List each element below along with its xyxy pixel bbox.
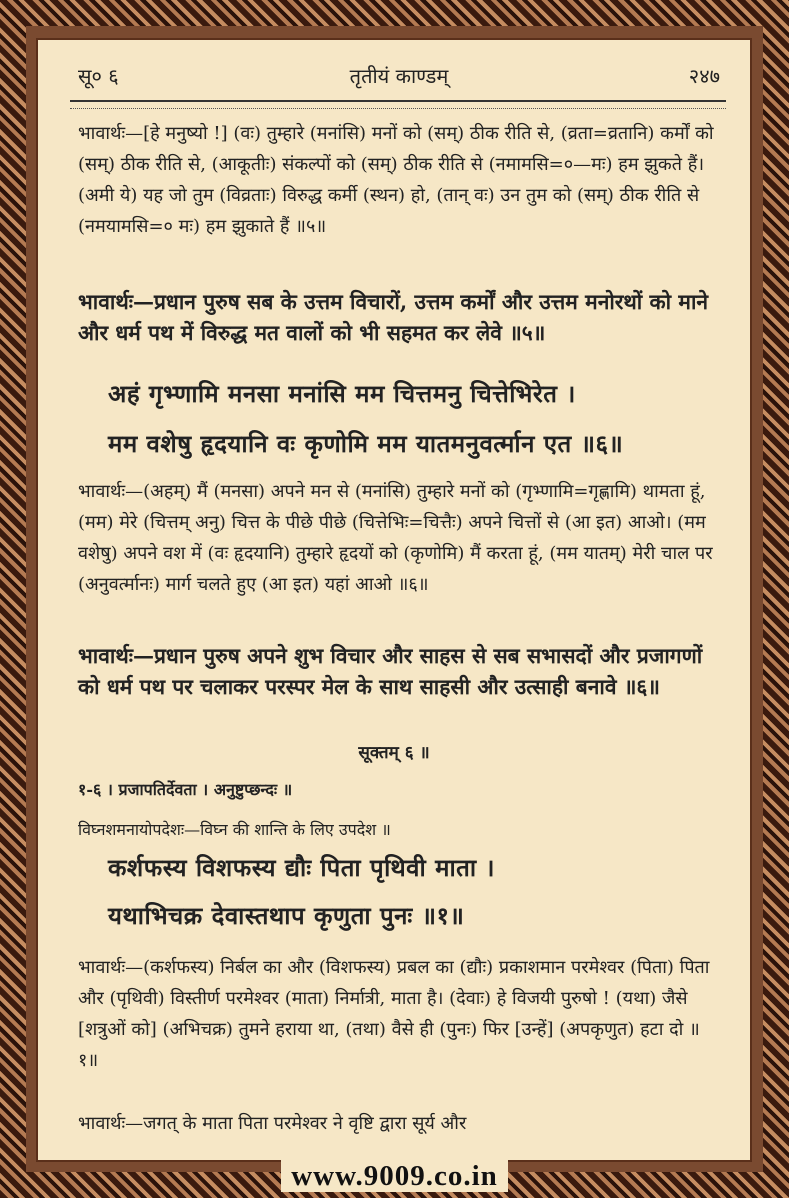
website-url[interactable]: www.9009.co.in — [281, 1160, 508, 1192]
upadesha-line: विघ्नशमनायोपदेशः—विघ्न की शान्ति के लिए उपदेश ॥ — [78, 820, 391, 839]
devata-chhanda: १-६ । प्रजापतिर्देवता । अनुष्टुप्छन्दः ॥ — [78, 780, 293, 799]
bhashartha-5-text: भावार्थः—[हे मनुष्यो !] (वः) तुम्हारे (मनांसि) मनों को (सम्) ठीक रीति से, (व्रता=व्रतानि) कर्मों को (सम्) ठीक रीति से, (आकूतीः) संकल्पों को (सम्) ठीक रीति से (नमामसि=०—मः) हम झुकते हैं। (अमी ये) यह जो तुम (विव्रताः) विरुद्ध कर्मी (स्थन) हो, (तान् वः) उन तुम को (सम्) ठीक रीति से (नमयामसि=० मः) हम झुकाते हैं ॥५॥ — [78, 123, 714, 237]
mantra-1-line-1: कर्शफस्य विशफस्य द्यौः पिता पृथिवी माता । — [108, 853, 496, 882]
bhashartha-6 — [78, 476, 714, 600]
running-head — [78, 62, 720, 92]
bhavartha-1-text: भावार्थः—जगत् के माता पिता परमेश्वर ने वृष्टि द्वारा सूर्य और — [78, 1113, 467, 1134]
page-number: २४७ — [688, 64, 720, 88]
mantra-6-line-2: मम वशेषु हृदयानि वः कृणोमि मम यातमनुवर्त्मान एत ॥६॥ — [108, 429, 624, 458]
header-rule — [70, 100, 726, 109]
bhavartha-1 — [78, 1108, 714, 1139]
mantra-6-line-1: अहं गृभ्णामि मनसा मनांसि मम चित्तमनु चित्तेभिरेत । — [108, 379, 576, 408]
bhashartha-1 — [78, 952, 714, 1076]
bhavartha-6-text: भावार्थः—प्रधान पुरुष अपने शुभ विचार और साहस से सब सभासदों और प्रजागणों को धर्म पथ पर चलाकर परस्पर मेल के साथ साहसी और उत्साही बनावे ॥६॥ — [78, 643, 703, 699]
bhavartha-6 — [78, 640, 718, 702]
site-footer — [0, 1160, 789, 1198]
bhavartha-5 — [78, 286, 718, 348]
bhashartha-1-text: भावार्थः—(कर्शफस्य) निर्बल का और (विशफस्य) प्रबल का (द्यौः) प्रकाशमान परमेश्वर (पिता) पिता और (पृथिवी) विस्तीर्ण परमेश्वर (माता) निर्मात्री, माता है। (देवाः) हे विजयी पुरुषो ! (यथा) जैसे [शत्रुओं को] (अभिचक्र) तुमने हराया था, (तथा) वैसे ही (पुनः) फिर [उन्हें] (अपकृणुत) हटा दो ॥१॥ — [78, 957, 710, 1071]
bhashartha-5 — [78, 118, 714, 242]
kanda-title: तृतीयं काण्डम् — [349, 64, 449, 88]
bhashartha-6-text: भावार्थः—(अहम्) मैं (मनसा) अपने मन से (मनांसि) तुम्हारे मनों को (गृभ्णामि=गृह्णामि) थामता हूं, (मम) मेरे (चित्तम् अनु) चित्त के पीछे पीछे (चित्तेभिः=चित्तैः) अपने चित्तों से (आ इत) आओ। (मम वशेषु) अपने वश में (वः हृदयानि) तुम्हारे हृदयों को (कृणोमि) मैं करता हूं, (मम यातम्) मेरी चाल पर (अनुवर्त्मानः) मार्ग चलते हुए (आ इत) यहां आओ ॥६॥ — [78, 481, 713, 595]
sukta-heading: सूक्तम् ६ ॥ — [358, 743, 430, 763]
mantra-1-line-2: यथाभिचक्र देवास्तथाप कृणुता पुनः ॥१॥ — [108, 901, 465, 930]
sukta-number: सू० ६ — [78, 64, 119, 88]
bhavartha-5-text: भावार्थः—प्रधान पुरुष सब के उत्तम विचारों, उत्तम कर्मों और उत्तम मनोरथों को माने और धर्म पथ में विरुद्ध मत वालों को भी सहमत कर लेवे ॥५॥ — [78, 289, 709, 345]
book-page — [36, 38, 752, 1162]
